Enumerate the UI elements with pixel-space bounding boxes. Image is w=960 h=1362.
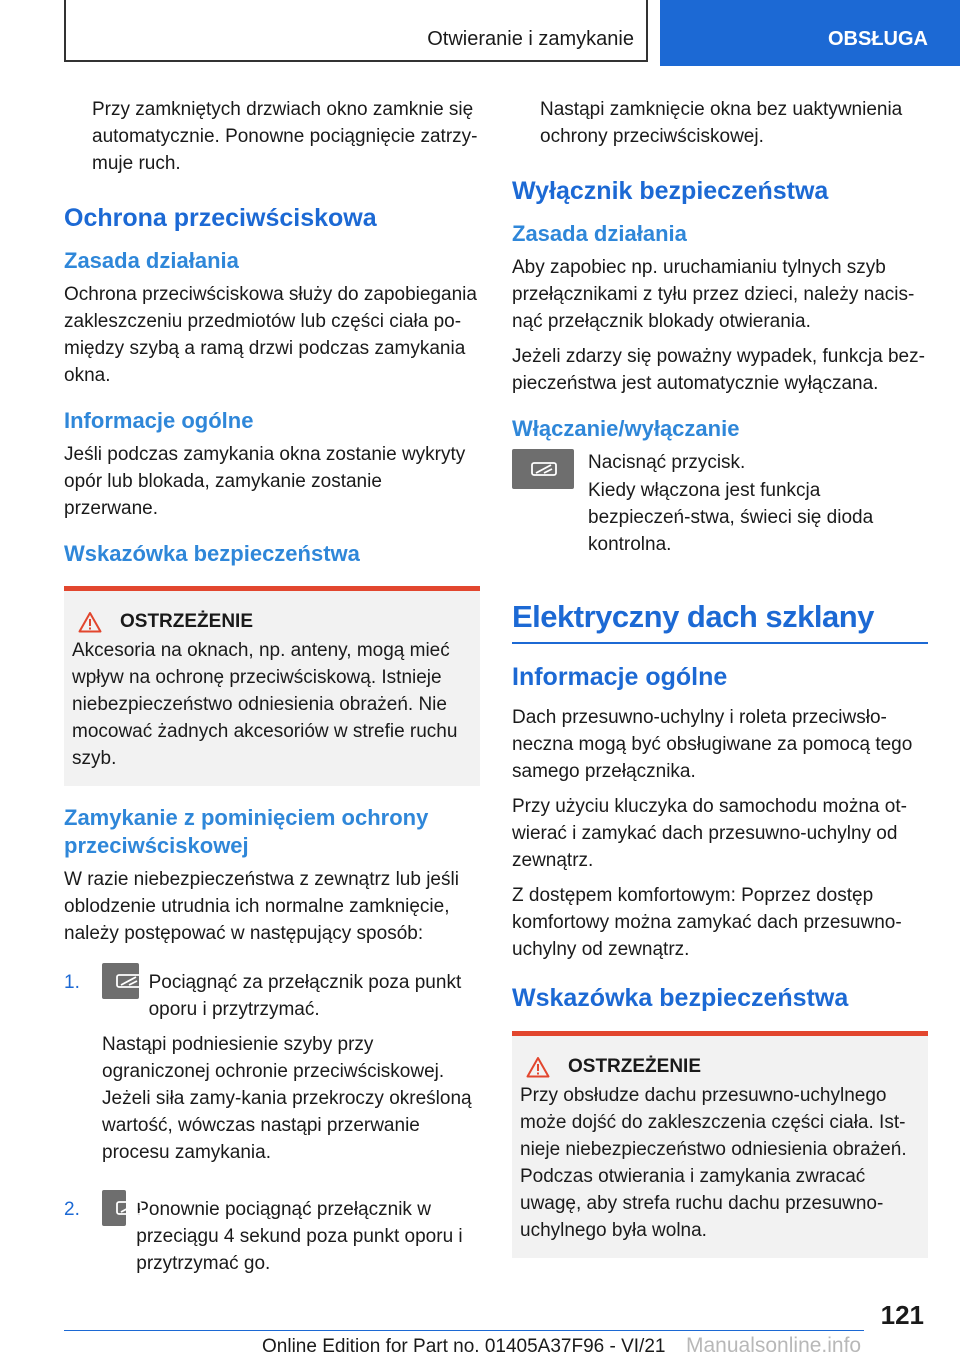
warning-header [526, 1056, 918, 1078]
right-column [512, 96, 928, 1276]
general-text: Jeśli podczas zamykania okna zostanie wykryty opór lub blokada, zamykanie zostanie przerwane. [64, 444, 466, 519]
heading-protection: Ochrona przeciwściskowa [64, 204, 377, 232]
footer-watermark: Manualsonline.info [686, 1334, 862, 1357]
step-1 [64, 969, 480, 1174]
warning-box [64, 586, 480, 786]
window-lock-switch-icon [102, 963, 139, 999]
left-column [64, 96, 480, 1291]
heading-override: Zamykanie z pominięciem ochrony przeciwściskowej [64, 805, 429, 858]
step-first-line [102, 969, 480, 1023]
warning-text: Akcesoria na oknach, np. anteny, mogą mieć wpływ na ochronę przeciwściskową. Istnieje niebezpieczeństwo odniesienia obrażeń. Nie mocować żadnych akcesoriów w strefie ruchu szyb. [72, 640, 458, 769]
switch-text-2: Jeżeli zdarzy się poważny wypadek, funkcja bez-pieczeństwa jest automatycznie wyłączana. [512, 346, 925, 394]
step-extra: Nastąpi podniesienie szyby przy ograniczonej ochronie przeciwściskowej. Jeżeli siła zamy-kania przekroczy określoną wartość, wówczas nastąpi przerwanie procesu zamykania. [102, 1034, 472, 1163]
roof-text-3: Z dostępem komfortowym: Poprzez dostęp komfortowy można zamykać dach przesuwno-uchylny od zewnątrz. [512, 885, 902, 960]
heading-general-info: Informacje ogólne [512, 663, 728, 691]
toggle-text-1: Nacisnąć przycisk. [588, 452, 746, 473]
toggle-text-2: Kiedy włączona jest funkcja bezpieczeń-stwa, świeci się dioda kontrolna. [588, 480, 874, 555]
step-2 [64, 1196, 480, 1285]
override-text: W razie niebezpieczeństwa z zewnątrz lub jeśli oblodzenie utrudnia ich normalne zamknięcie, należy postępować w następujący sposób: [64, 869, 459, 944]
heading-safety-note: Wskazówka bezpieczeństwa [512, 984, 849, 1012]
header-section-title: Otwieranie i zamykanie [427, 28, 634, 50]
footer-edition: Online Edition for Part no. 01405A37F96 - VI/21 [262, 1336, 666, 1357]
heading-general-info: Informacje ogólne [64, 408, 254, 433]
heading-safety-note: Wskazówka bezpieczeństwa [64, 541, 360, 566]
warning-box [512, 1031, 928, 1258]
heading-toggle: Włączanie/wyłączanie [512, 416, 740, 441]
warning-header [78, 611, 470, 633]
warning-text: Przy obsłudze dachu przesuwno-uchylnego może dojść do zakleszczenia części ciała. Ist-nieje niebezpieczeństwo odniesienia obrażeń. Podczas otwierania i zamykania zwracać uwagę, aby strefa ruchu dachu przesuwno-uchylnego była wolna. [520, 1085, 907, 1241]
heading-principle: Zasada działania [64, 248, 239, 273]
heading-glass-roof: Elektryczny dach szklany [512, 598, 928, 644]
step-body [102, 969, 480, 1174]
step-text: Ponownie pociągnąć przełącznik w przeciągu 4 sekund poza punkt oporu i przytrzymać go. [136, 1199, 463, 1274]
right-intro: Nastąpi zamknięcie okna bez uaktywnienia ochrony przeciwściskowej. [540, 99, 903, 147]
step-number: 2. [64, 1199, 80, 1220]
roof-text-2: Przy użyciu kluczyka do samochodu można ot-wierać i zamykać dach przesuwno-uchylny od zewnątrz. [512, 796, 907, 871]
warning-title: OSTRZEŻENIE [568, 1056, 702, 1077]
left-intro: Przy zamkniętych drzwiach okno zamknie się automatycznie. Ponowne pociągnięcie zatrzy-muje ruch. [92, 99, 478, 174]
window-lock-switch-icon [512, 449, 574, 489]
header-chapter-tab: OBSŁUGA [660, 0, 960, 66]
page-header [0, 0, 960, 66]
warning-triangle-icon [78, 611, 102, 633]
step-first-line [102, 1196, 480, 1277]
window-lock-switch-icon [102, 1190, 126, 1226]
footer-divider [64, 1330, 864, 1331]
step-body [102, 1196, 480, 1285]
warning-triangle-icon [526, 1056, 550, 1078]
warning-title: OSTRZEŻENIE [120, 611, 254, 632]
step-text: Pociągnąć za przełącznik poza punkt oporu i przytrzymać. [148, 972, 462, 1020]
step-number: 1. [64, 972, 80, 993]
heading-principle: Zasada działania [512, 221, 687, 246]
principle-text: Ochrona przeciwściskowa służy do zapobiegania zakleszczeniu przedmiotów lub części ciała po-między szybą a ramą drzwi podczas zamykania okna. [64, 284, 477, 386]
page-number: 121 [880, 1300, 924, 1330]
roof-text-1: Dach przesuwno-uchylny i roleta przeciwsło-neczna mogą być obsługiwane za pomocą tego samego przełącznika. [512, 707, 913, 782]
switch-text-1: Aby zapobiec np. uruchamianiu tylnych szyb przełącznikami z tyłu przez dzieci, należy nacis-nąć przełącznik blokady otwierania. [512, 257, 915, 332]
heading-safety-switch: Wyłącznik bezpieczeństwa [512, 177, 829, 205]
